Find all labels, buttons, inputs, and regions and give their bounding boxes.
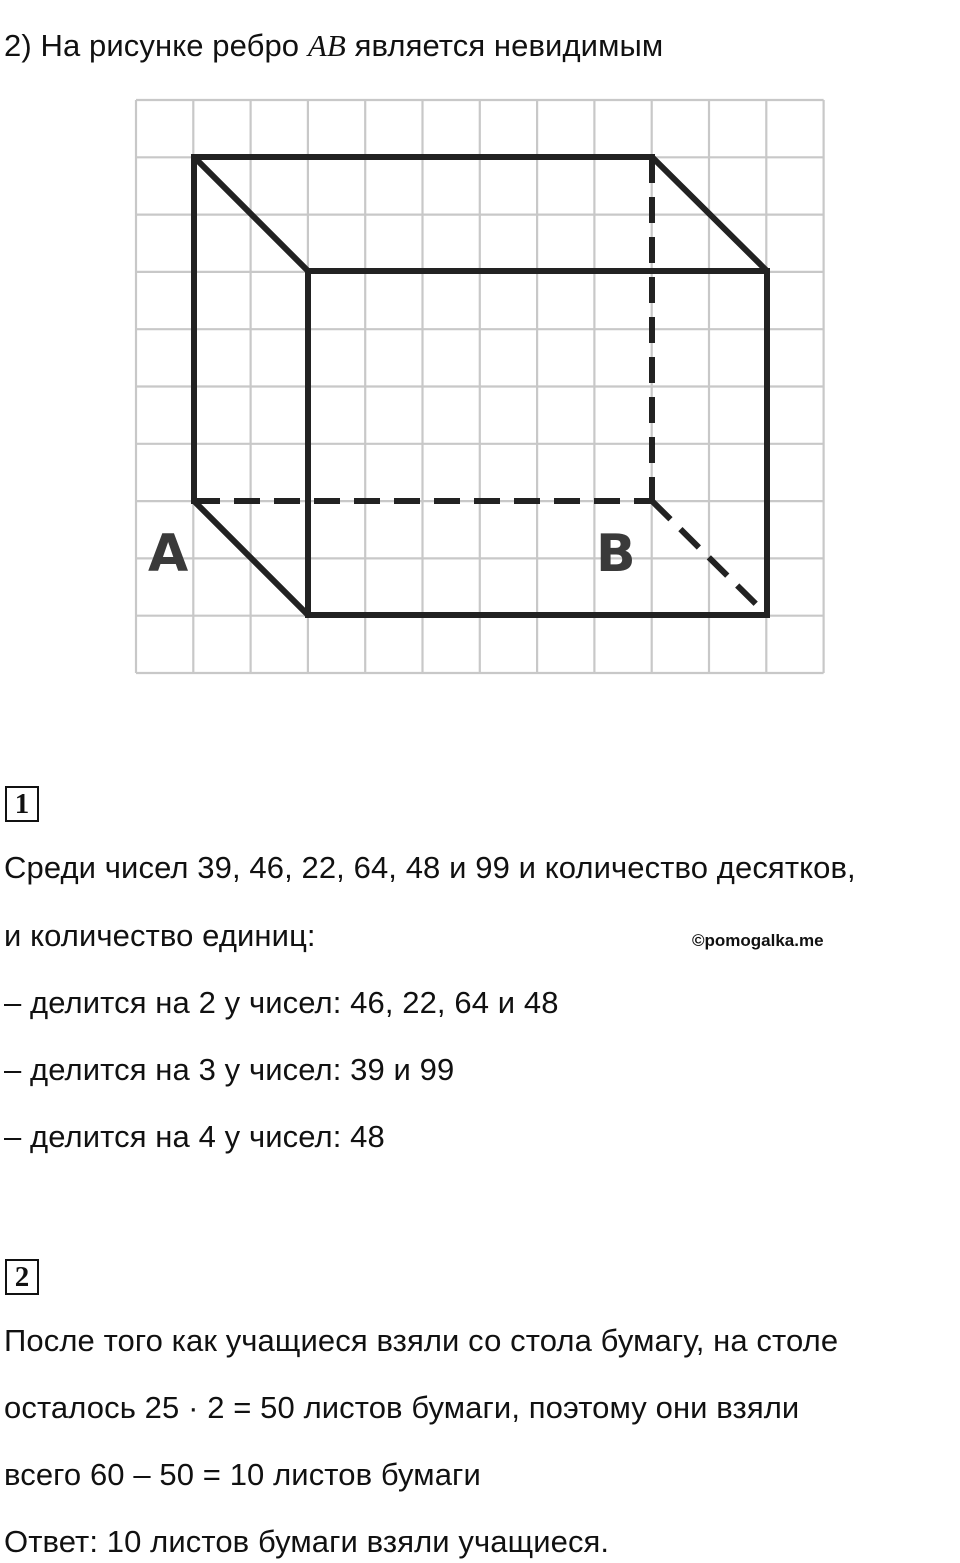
- task1-line-3: – делится на 2 у чисел: 46, 22, 64 и 48: [4, 985, 559, 1020]
- task2-line-3: всего 60 – 50 = 10 листов бумаги: [4, 1457, 481, 1492]
- task1-line-2: и количество единиц:: [4, 918, 316, 953]
- task2-line-2: осталось 25 · 2 = 50 листов бумаги, поэтому они взяли: [4, 1390, 800, 1425]
- task-1-number: 1: [5, 786, 39, 822]
- task2-line-4: Ответ: 10 листов бумаги взяли учащиеся.: [4, 1524, 610, 1559]
- task1-line-4: – делится на 3 у чисел: 39 и 99: [4, 1052, 455, 1087]
- task1-line-5: – делится на 4 у чисел: 48: [4, 1119, 385, 1154]
- edge-name: AB: [307, 28, 346, 63]
- label-b: B: [596, 524, 636, 584]
- task-2-number: 2: [5, 1259, 39, 1295]
- task1-line-1: Среди чисел 39, 46, 22, 64, 48 и 99 и количество десятков,: [4, 850, 856, 885]
- label-a: A: [148, 524, 189, 584]
- cuboid-figure: [122, 88, 832, 688]
- header-line: [4, 26, 663, 66]
- watermark: ©pomogalka.me: [692, 931, 824, 950]
- figure-background: [122, 88, 832, 688]
- header-suffix: является невидимым: [345, 28, 664, 63]
- header-prefix: 2) На рисунке ребро: [4, 28, 308, 63]
- task2-line-1: После того как учащиеся взяли со стола бумагу, на столе: [4, 1323, 839, 1358]
